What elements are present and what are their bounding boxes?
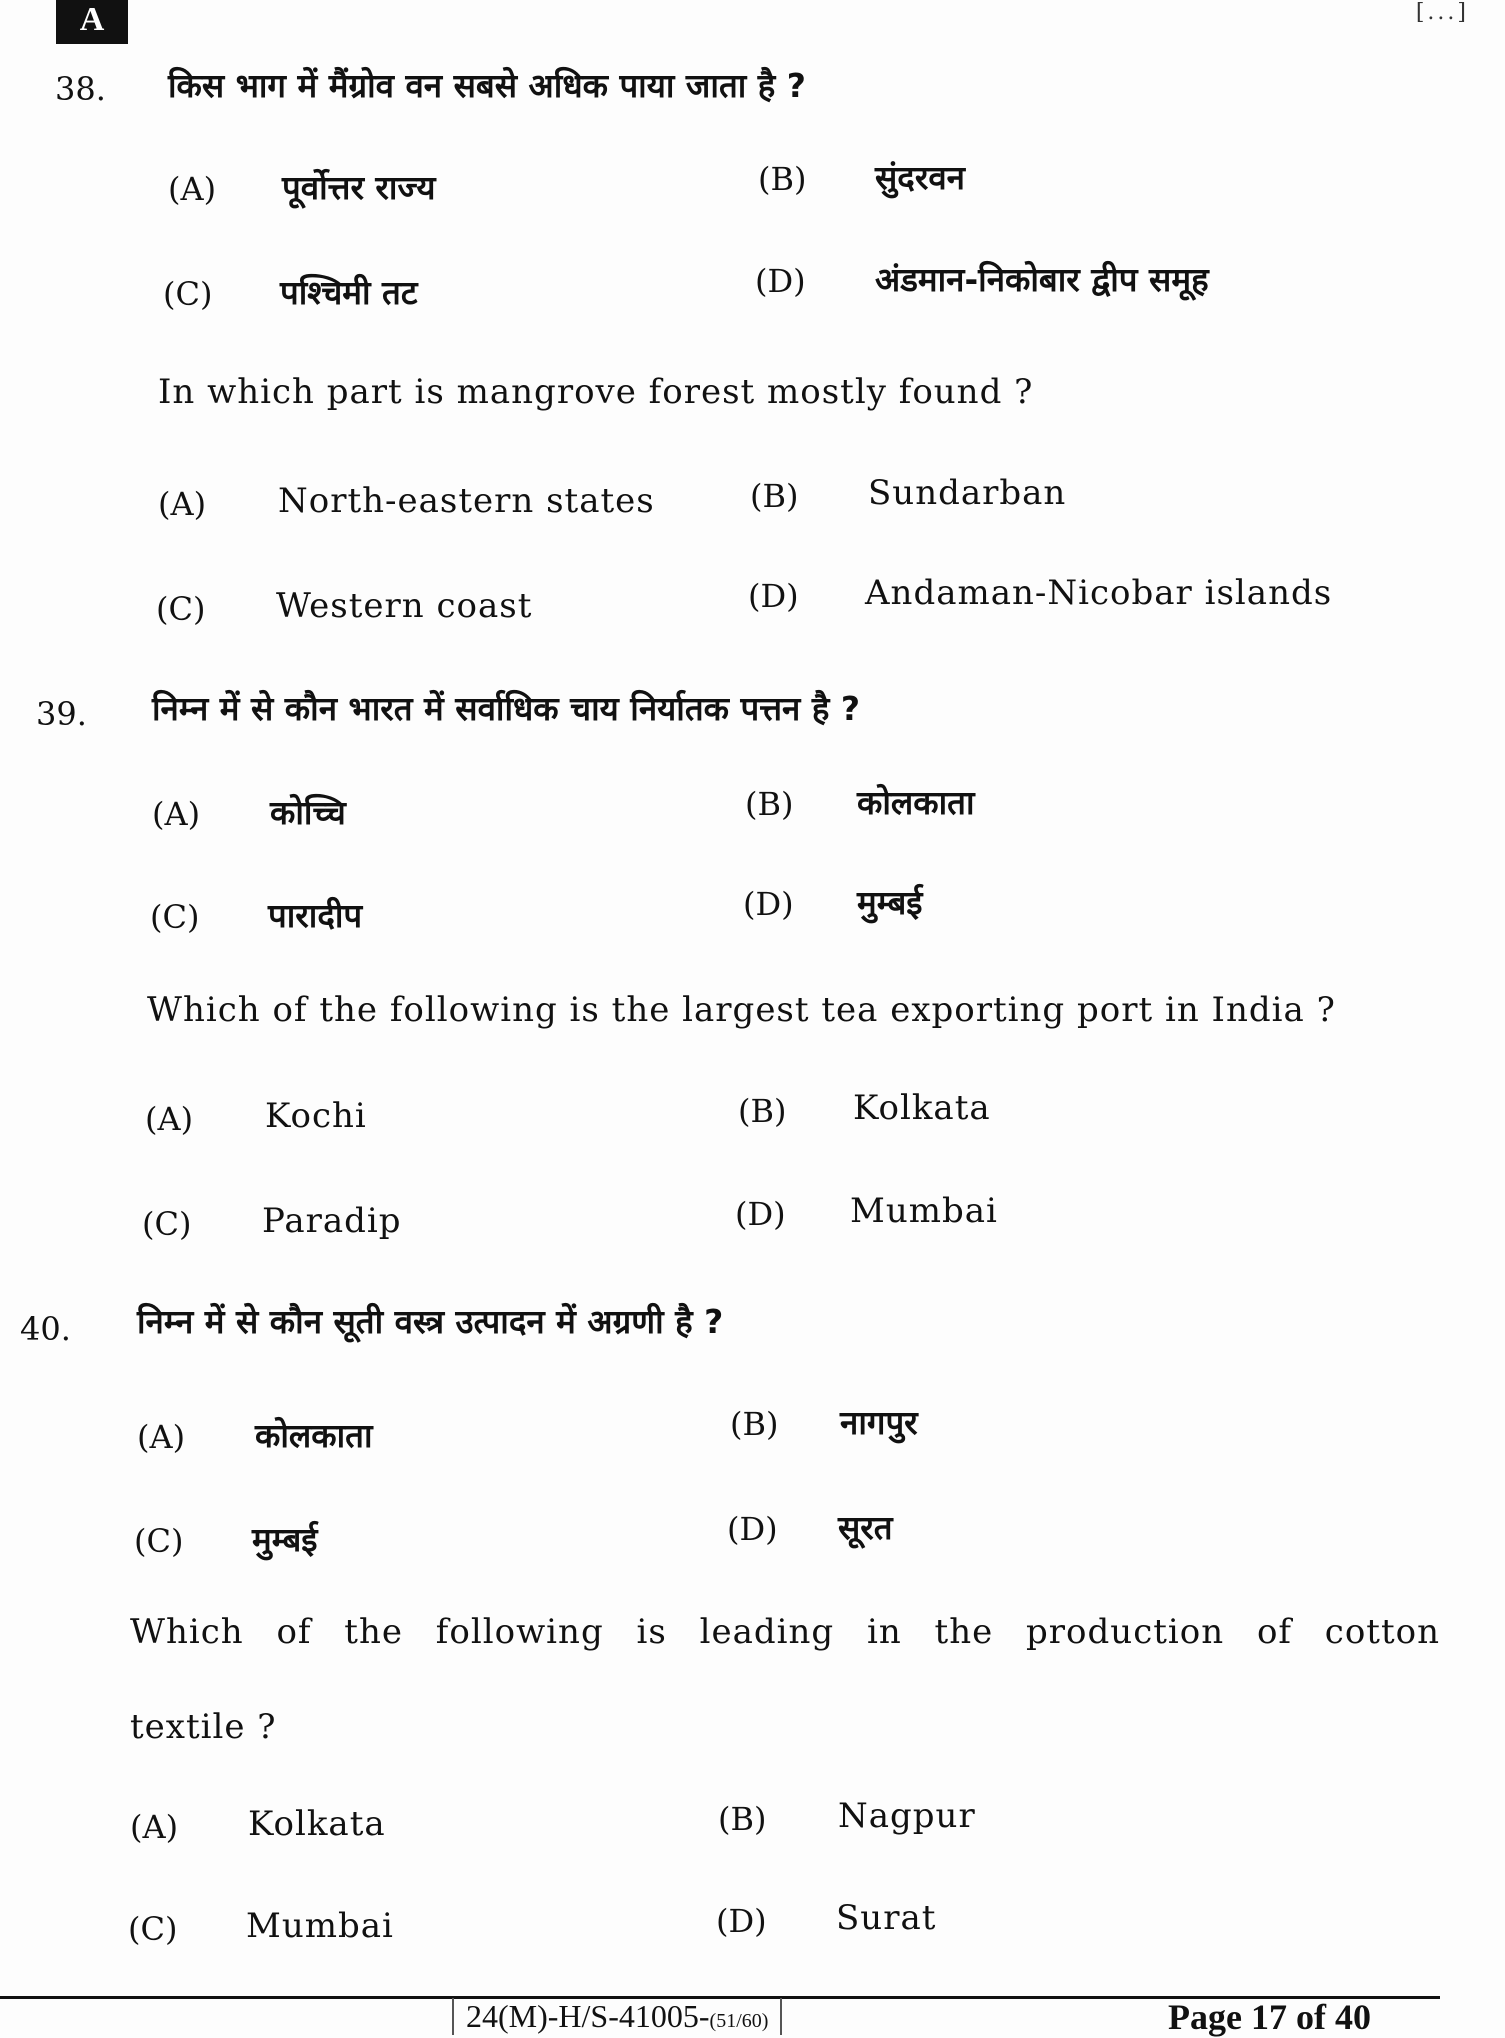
paper-code	[452, 1998, 782, 2035]
option-text-english: Kolkata	[248, 1804, 386, 1844]
question-number: 38.	[55, 70, 106, 108]
option-text-english: Paradip	[262, 1201, 402, 1241]
option-text-english: Nagpur	[838, 1796, 976, 1836]
question-text-hindi: निम्न में से कौन सूती वस्त्र उत्पादन में अग्रणी है ?	[137, 1302, 724, 1341]
option-text-hindi: सूरत	[838, 1508, 893, 1547]
paper-code-text: 24(M)-H/S-41005-	[466, 1998, 710, 2034]
option-text-hindi: पश्चिमी तट	[280, 273, 418, 312]
option-text-hindi: मुम्बई	[857, 883, 923, 922]
option-label: (D)	[748, 577, 799, 615]
option-label: (D)	[727, 1510, 778, 1548]
option-label: (A)	[130, 1808, 179, 1846]
option-label: (C)	[134, 1522, 184, 1560]
corner-mark: [...]	[1415, 0, 1469, 25]
page-number: Page 17 of 40	[1168, 1997, 1371, 2037]
question-text-hindi: निम्न में से कौन भारत में सर्वाधिक चाय निर्यातक पत्तन है ?	[152, 689, 860, 728]
option-label: (B)	[718, 1800, 767, 1838]
option-text-hindi: कोलकाता	[255, 1416, 373, 1455]
option-label: (C)	[128, 1910, 178, 1948]
option-label: (C)	[142, 1205, 192, 1243]
option-text-english: Mumbai	[850, 1191, 998, 1231]
option-label: (D)	[716, 1902, 767, 1940]
paper-code-suffix: (51/60)	[709, 2010, 769, 2032]
option-text-english: Mumbai	[246, 1906, 394, 1946]
option-text-hindi: अंडमान-निकोबार द्वीप समूह	[875, 260, 1209, 299]
option-label: (C)	[163, 275, 213, 313]
option-text-english: Kochi	[265, 1096, 367, 1136]
question-text-english: Which of the following is the largest tea exporting port in India ?	[147, 990, 1336, 1030]
question-number: 40.	[20, 1310, 71, 1348]
option-text-english: Western coast	[276, 586, 533, 626]
option-label: (D)	[755, 262, 806, 300]
option-label: (D)	[743, 885, 794, 923]
option-text-hindi: मुम्बई	[252, 1520, 318, 1559]
option-text-english: Andaman-Nicobar islands	[865, 573, 1333, 613]
question-text-hindi: किस भाग में मैंग्रोव वन सबसे अधिक पाया जाता है ?	[168, 66, 806, 105]
option-label: (A)	[152, 795, 201, 833]
option-text-hindi: नागपुर	[840, 1403, 918, 1442]
question-number: 39.	[36, 695, 87, 733]
option-label: (A)	[158, 485, 207, 523]
option-label: (B)	[745, 785, 794, 823]
option-label: (C)	[156, 590, 206, 628]
option-text-english: Surat	[836, 1898, 937, 1938]
option-label: (C)	[150, 898, 200, 936]
question-text-english: Which of the following is leading in the production of cotton	[130, 1612, 1440, 1652]
option-label: (B)	[730, 1405, 779, 1443]
option-label: (B)	[758, 160, 807, 198]
option-text-hindi: पारादीप	[268, 896, 363, 935]
option-text-english: North-eastern states	[278, 481, 655, 521]
question-text-english-continued: textile ?	[130, 1707, 277, 1747]
option-label: (A)	[168, 170, 217, 208]
option-label: (B)	[750, 477, 799, 515]
option-label: (A)	[137, 1418, 186, 1456]
option-text-english: Sundarban	[868, 473, 1067, 513]
option-text-english: Kolkata	[853, 1088, 991, 1128]
option-text-hindi: कोलकाता	[857, 783, 975, 822]
option-label: (B)	[738, 1092, 787, 1130]
option-text-hindi: कोच्चि	[270, 793, 346, 832]
set-badge: A	[56, 0, 128, 44]
option-label: (A)	[145, 1100, 194, 1138]
option-label: (D)	[735, 1195, 786, 1233]
option-text-hindi: सुंदरवन	[875, 158, 965, 197]
question-text-english: In which part is mangrove forest mostly found ?	[158, 372, 1034, 412]
option-text-hindi: पूर्वोत्तर राज्य	[282, 168, 436, 207]
